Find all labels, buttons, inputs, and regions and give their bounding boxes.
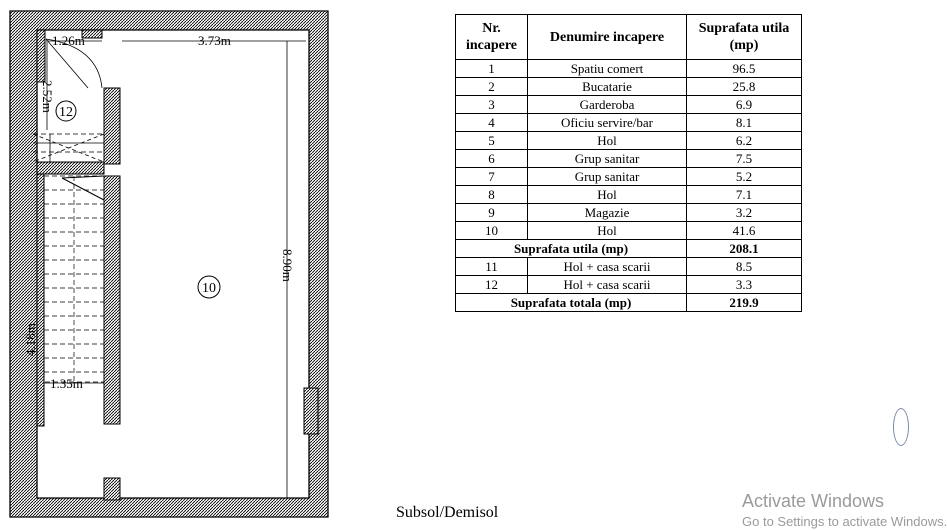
cell-name: Grup sanitar: [528, 150, 687, 168]
cell-area: 6.9: [687, 96, 802, 114]
room-area-table: [455, 14, 802, 312]
cell-area: 41.6: [687, 222, 802, 240]
upper-stair: [33, 134, 104, 162]
cell-area: 3.2: [687, 204, 802, 222]
cell-nr: 7: [456, 168, 528, 186]
subtotal-label: Suprafata utila (mp): [456, 240, 687, 258]
cell-nr: 12: [456, 276, 528, 294]
partition-wall-bottom: [104, 478, 120, 500]
upper-left-wall: [37, 30, 45, 82]
subtotal-row: [456, 240, 802, 258]
table-row: [456, 150, 802, 168]
edge-circle-icon: [893, 408, 909, 446]
cell-area: 8.5: [687, 258, 802, 276]
table-row: [456, 168, 802, 186]
total-value: 219.9: [687, 294, 802, 312]
table-row: [456, 78, 802, 96]
table-row: [456, 258, 802, 276]
cell-nr: 6: [456, 150, 528, 168]
cell-area: 8.1: [687, 114, 802, 132]
cell-name: Oficiu servire/bar: [528, 114, 687, 132]
cell-area: 7.1: [687, 186, 802, 204]
cell-name: Garderoba: [528, 96, 687, 114]
total-label: Suprafata totala (mp): [456, 294, 687, 312]
activation-watermark-title: Activate Windows: [742, 491, 885, 511]
wall-notch: [82, 30, 102, 38]
cell-nr: 5: [456, 132, 528, 150]
subtotal-value: 208.1: [687, 240, 802, 258]
cell-name: Hol + casa scarii: [528, 258, 687, 276]
cell-area: 25.8: [687, 78, 802, 96]
landing-wall: [37, 162, 104, 174]
cell-nr: 9: [456, 204, 528, 222]
header-nr: Nr. incapere: [456, 15, 528, 60]
room-12-label: 12: [59, 105, 73, 120]
cell-nr: 3: [456, 96, 528, 114]
partition-wall-upper: [104, 88, 120, 164]
stair-wall-left: [37, 172, 44, 426]
cell-nr: 4: [456, 114, 528, 132]
dim-label-252: 2.52m: [40, 80, 55, 113]
cell-nr: 8: [456, 186, 528, 204]
wall-pilaster: [304, 388, 318, 434]
dim-label-890: 8.90m: [280, 249, 295, 282]
table-row: [456, 204, 802, 222]
dim-label-135: 1.35m: [50, 376, 83, 391]
cell-name: Spatiu comert: [528, 60, 687, 78]
room-10-label: 10: [202, 281, 216, 296]
cell-nr: 10: [456, 222, 528, 240]
table-row: [456, 186, 802, 204]
cell-area: 6.2: [687, 132, 802, 150]
header-name: Denumire incapere: [528, 15, 687, 60]
cell-area: 96.5: [687, 60, 802, 78]
dim-label-373: 3.73m: [198, 33, 231, 48]
partition-wall-lower: [104, 176, 120, 424]
table-row: [456, 132, 802, 150]
cell-name: Grup sanitar: [528, 168, 687, 186]
table-row: [456, 60, 802, 78]
cell-name: Hol: [528, 186, 687, 204]
table-row: [456, 96, 802, 114]
header-area: Suprafata utila (mp): [687, 15, 802, 60]
dim-label-418: 4.18m: [23, 323, 38, 356]
table-header-row: [456, 15, 802, 60]
cell-nr: 2: [456, 78, 528, 96]
cell-name: Magazie: [528, 204, 687, 222]
plan-caption: Subsol/Demisol: [396, 504, 499, 521]
main-staircase: [44, 176, 104, 382]
cell-name: Hol + casa scarii: [528, 276, 687, 294]
cell-name: Bucatarie: [528, 78, 687, 96]
cell-nr: 1: [456, 60, 528, 78]
dim-label-126: 1.26m: [52, 33, 85, 48]
cell-name: Hol: [528, 132, 687, 150]
activation-watermark-subtitle[interactable]: Go to Settings to activate Windows.: [742, 514, 947, 529]
table-row: [456, 114, 802, 132]
table-row: [456, 276, 802, 294]
cell-area: 3.3: [687, 276, 802, 294]
cell-area: 5.2: [687, 168, 802, 186]
table-row: [456, 222, 802, 240]
cell-nr: 11: [456, 258, 528, 276]
cell-area: 7.5: [687, 150, 802, 168]
cell-name: Hol: [528, 222, 687, 240]
total-row: [456, 294, 802, 312]
floor-plan: [0, 0, 340, 531]
